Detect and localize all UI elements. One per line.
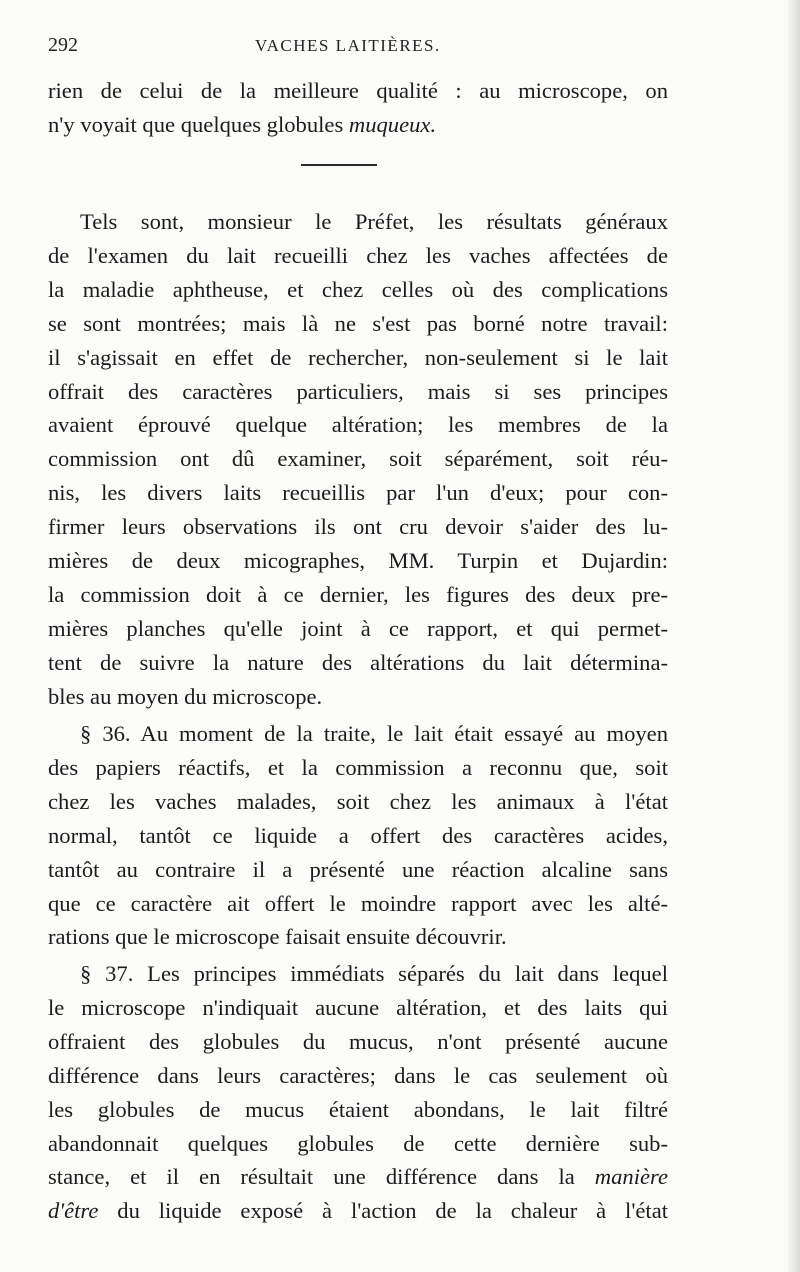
text-line: normal, tantôt ce liquide a offert des caractères acides, bbox=[48, 822, 668, 848]
text-line: des papiers réactifs, et la commission a reconnu que, soit bbox=[48, 754, 668, 780]
text-line: différence dans leurs caractères; dans le cas seulement où bbox=[48, 1062, 668, 1088]
text-line: la commission doit à ce dernier, les figures des deux pre- bbox=[48, 581, 668, 607]
text-line: § 36. Au moment de la traite, le lait était essayé au moyen bbox=[80, 721, 668, 746]
text-line: offraient des globules du mucus, n'ont présenté aucune bbox=[48, 1028, 668, 1054]
text-line: tent de suivre la nature des altérations du lait détermina- bbox=[48, 649, 668, 675]
text-line: de l'examen du lait recueilli chez les vaches affectées de bbox=[48, 242, 668, 268]
italic-term: d'être bbox=[48, 1198, 99, 1224]
section-divider bbox=[301, 164, 377, 166]
text-line: bles au moyen du microscope. bbox=[48, 683, 323, 709]
text-line: firmer leurs observations ils ont cru devoir s'aider des lu- bbox=[48, 514, 668, 540]
text-line: tantôt au contraire il a présenté une réaction alcaline sans bbox=[48, 856, 668, 882]
text-line: commission ont dû examiner, soit séparément, soit réu- bbox=[48, 446, 668, 472]
text-line: mières planches qu'elle joint à ce rapport, et qui permet- bbox=[48, 615, 668, 641]
italic-term: muqueux. bbox=[348, 111, 437, 137]
text-line: § 37. Les principes immédiats séparés du lait dans lequel bbox=[80, 961, 668, 986]
text-line: se sont montrées; mais là ne s'est pas borné notre travail: bbox=[48, 310, 668, 336]
text-line: stance, et il en résultait une différence dans la manière bbox=[48, 1164, 668, 1190]
text-line: offrait des caractères particuliers, mais si ses principes bbox=[48, 378, 668, 404]
continuation-paragraph bbox=[48, 74, 668, 142]
text-line: chez les vaches malades, soit chez les animaux à l'état bbox=[48, 788, 668, 814]
text-line: la maladie aphtheuse, et chez celles où des complications bbox=[48, 276, 668, 302]
text-line: mières de deux micographes, MM. Turpin et Dujardin: bbox=[48, 548, 668, 574]
page-header bbox=[48, 34, 668, 64]
text-line: les globules de mucus étaient abondans, le lait filtré bbox=[48, 1096, 668, 1122]
text-line: le microscope n'indiquait aucune altération, et des laits qui bbox=[48, 994, 668, 1020]
text-line: que ce caractère ait offert le moindre rapport avec les alté- bbox=[48, 890, 668, 916]
page-number: 292 bbox=[48, 34, 78, 56]
paragraph-section-36 bbox=[48, 717, 668, 954]
page-edge-shadow bbox=[788, 0, 800, 1272]
text-line: n'y voyait que quelques globules muqueux. bbox=[48, 111, 437, 137]
text-line: avaient éprouvé quelque altération; les membres de la bbox=[48, 412, 668, 438]
text-line: Tels sont, monsieur le Préfet, les résultats généraux bbox=[80, 209, 668, 234]
italic-term: manière bbox=[594, 1164, 668, 1190]
paragraph-results bbox=[48, 205, 668, 714]
text-line: rien de celui de la meilleure qualité : au microscope, on bbox=[48, 78, 668, 103]
running-title: VACHES LAITIÈRES. bbox=[255, 36, 441, 55]
text-line: d'être du liquide exposé à l'action de la chaleur à l'état bbox=[48, 1198, 668, 1224]
paragraph-section-37 bbox=[48, 957, 668, 1228]
text-line: abandonnait quelques globules de cette dernière sub- bbox=[48, 1130, 668, 1156]
text-line: rations que le microscope faisait ensuite découvrir. bbox=[48, 924, 507, 950]
text-line: il s'agissait en effet de rechercher, non-seulement si le lait bbox=[48, 344, 668, 370]
text-line: nis, les divers laits recueillis par l'un d'eux; pour con- bbox=[48, 480, 668, 506]
